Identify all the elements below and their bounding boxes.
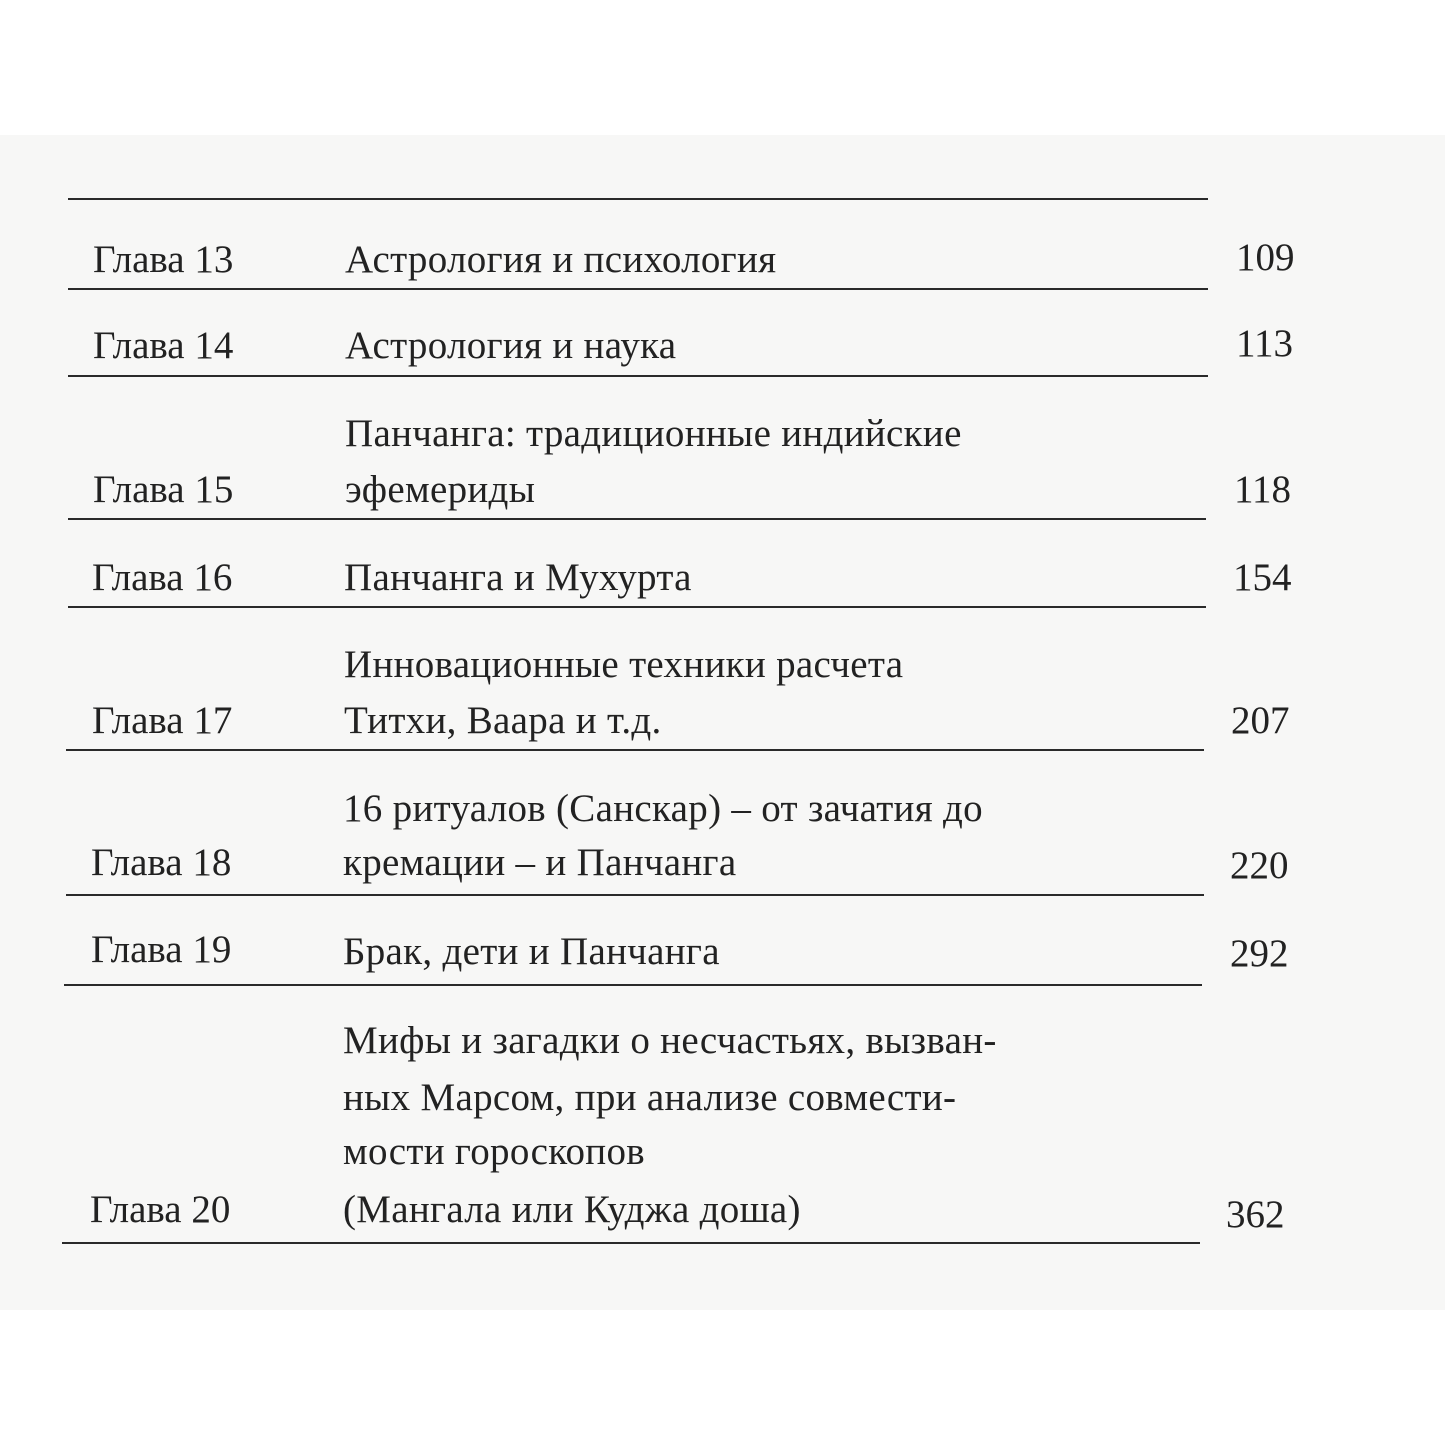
chapter-title-line: Мифы и загадки о несчастьях, вызван- [343,1019,997,1062]
chapter-title-line: Астрология и психология [345,238,777,281]
chapter-title-line: Титхи, Ваара и т.д. [344,699,662,742]
entry-rule [68,375,1208,377]
page-number: 292 [1230,932,1289,975]
book-page [0,135,1445,1310]
chapter-label: Глава 17 [92,699,233,742]
chapter-title-line: мости гороскопов [343,1130,645,1173]
page-number: 109 [1236,236,1295,279]
entry-rule [68,518,1206,520]
entry-rule [68,288,1208,290]
chapter-title-line: Инновационные техники расчета [344,643,904,686]
chapter-title-line: 16 ритуалов (Санскар) – от зачатия до [343,787,983,830]
chapter-title-line: кремации – и Панчанга [343,841,737,884]
page-number: 207 [1231,699,1290,742]
chapter-title-line: эфемериды [345,468,536,511]
page-number: 220 [1230,844,1289,887]
chapter-label: Глава 19 [91,928,232,971]
entry-rule [68,606,1206,608]
chapter-label: Глава 14 [93,324,234,367]
chapter-title-line: Панчанга и Мухурта [344,556,692,599]
chapter-title-line: Астрология и наука [345,324,677,367]
top-rule [68,198,1208,200]
chapter-title-line: (Мангала или Куджа доша) [343,1188,801,1231]
page-number: 113 [1236,322,1294,365]
chapter-label: Глава 18 [91,841,232,884]
chapter-label: Глава 20 [90,1188,231,1231]
chapter-label: Глава 15 [93,468,234,511]
chapter-label: Глава 16 [92,556,233,599]
entry-rule [62,1242,1200,1244]
chapter-title-line: Брак, дети и Панчанга [343,930,720,973]
page-number: 362 [1226,1193,1285,1236]
table-of-contents [0,135,1445,1310]
entry-rule [66,749,1204,751]
chapter-title-line: Панчанга: традиционные индийские [345,412,962,455]
chapter-label: Глава 13 [93,238,234,281]
entry-rule [64,984,1202,986]
entry-rule [66,894,1204,896]
page-number: 118 [1234,468,1292,511]
chapter-title-line: ных Марсом, при анализе совмести- [343,1076,957,1119]
page-number: 154 [1233,556,1292,599]
